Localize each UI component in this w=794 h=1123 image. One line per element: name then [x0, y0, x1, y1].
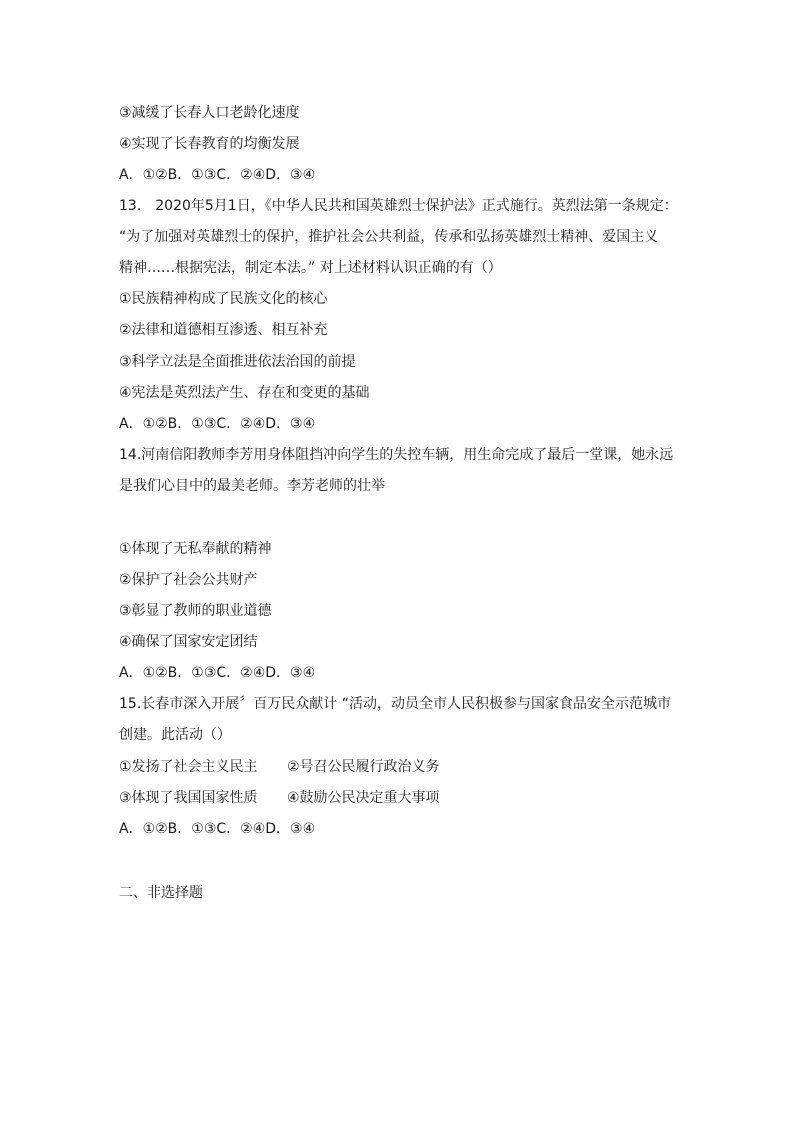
q13-option-3: ③科学立法是全面推进依法治国的前提: [119, 354, 356, 370]
q15-option-2: ②号召公民履行政治义务: [287, 759, 440, 775]
q14-option-4: ④确保了国家安定团结: [119, 634, 258, 650]
q13-option-2: ②法律和道德相互渗透、相互补充: [119, 322, 328, 338]
q15-option-1: ①发扬了社会主义民主: [119, 759, 258, 775]
q12-option-3: ③减缓了长春人口老龄化速度: [119, 105, 300, 121]
q15-option-3: ③体现了我国国家性质: [119, 790, 258, 806]
q13-stem-line-1: 13. 2020年5月1日，《中华人民共和国英雄烈士保护法》正式施行。英烈法第一条规定：: [119, 198, 678, 214]
q14-stem-line-2: 是我们心目中的最美老师。李芳老师的壮举: [119, 478, 385, 494]
q14-option-2: ②保护了社会公共财产: [119, 572, 258, 588]
q13-option-1: ①民族精神构成了民族文化的核心: [119, 291, 328, 307]
q14-stem-line-1: 14.河南信阳教师李芳用身体阻挡冲向学生的失控车辆，用生命完成了最后一堂课，她永远: [119, 447, 674, 463]
section-2-heading: 二、非选择题: [119, 885, 203, 901]
q15-option-4: ④鼓励公民决定重大事项: [287, 790, 440, 806]
q12-option-4: ④实现了长春教育的均衡发展: [119, 136, 300, 152]
q13-stem-line-3: 精神……根据宪法，制定本法。” 对上述材料认识正确的有（）: [119, 260, 502, 276]
q13-option-4: ④宪法是英烈法产生、存在和变更的基础: [119, 385, 370, 401]
q15-answer-choices: A．①②B．①③C．②④D．③④: [119, 821, 316, 837]
q12-answer-choices: A．①②B．①③C．②④D．③④: [119, 167, 316, 183]
q14-option-1: ①体现了无私奉献的精神: [119, 541, 272, 557]
q13-answer-choices: A．①②B．①③C．②④D．③④: [119, 416, 316, 432]
q14-answer-choices: A．①②B．①③C．②④D．③④: [119, 665, 316, 681]
q14-option-3: ③彰显了教师的职业道德: [119, 603, 272, 619]
q13-stem-line-2: “为了加强对英雄烈士的保护，推护社会公共利益，传承和弘扬英雄烈士精神、爱国主义: [119, 229, 659, 245]
q15-stem-line-1: 15.长春市深入开展〞百万民众献计 “活动，动员全市人民积极参与国家食品安全示范城市: [119, 696, 671, 712]
q15-stem-line-2: 创建。此活动（）: [119, 727, 231, 743]
